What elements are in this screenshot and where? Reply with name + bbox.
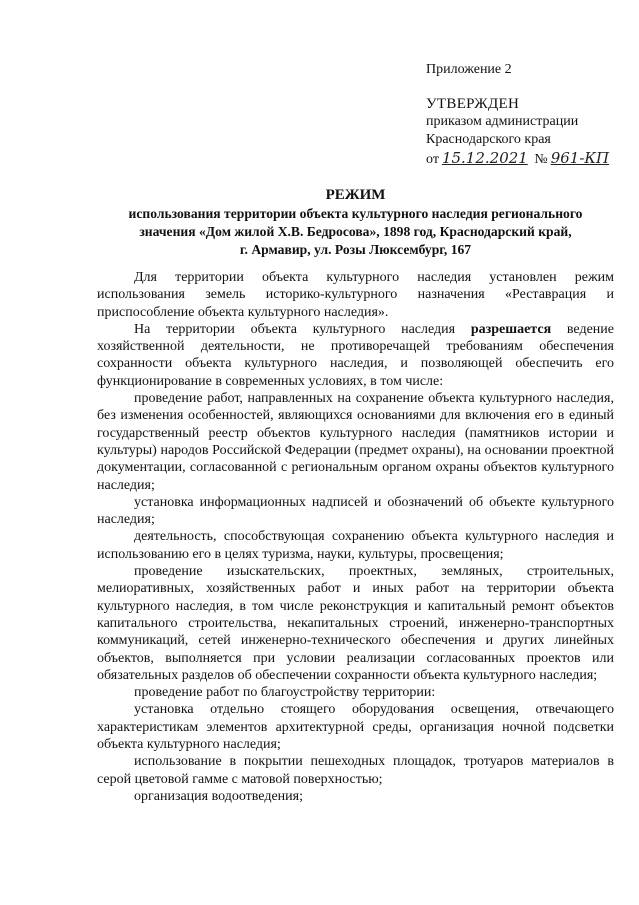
- date-prefix: от: [426, 152, 439, 167]
- approval-line-2: Краснодарского края: [426, 132, 551, 147]
- handwritten-date: 15.12.2021: [441, 149, 528, 167]
- paragraph-5: деятельность, способствующая сохранению объекта культурного наследия и использованию его в целях туризма, науки, культуры, просвещения;: [97, 529, 614, 562]
- number-label: №: [534, 152, 548, 167]
- approval-heading: УТВЕРЖДЕН: [426, 96, 520, 112]
- paragraph-6: проведение изыскательских, проектных, земляных, строительных, мелиоративных, хозяйственных работ и иных работ на территории объекта культурного наследия, в том числе реконструкция и капитальный ремонт объектов капитального строительства, некапитальных строений, инженерно-транспортных коммуникаций, сетей инженерно-технического обеспечения и других линейных объектов, выполняется при условии реализации согласованных проектов или обязательных разделов об обеспечении сохранности объекта культурного наследия;: [97, 564, 614, 683]
- paragraph-2-start: На территории объекта культурного наследия: [134, 321, 471, 337]
- approval-date-line: [426, 149, 612, 169]
- approval-block: [426, 95, 612, 169]
- subtitle-line-1: использования территории объекта культурного наследия регионального: [128, 206, 583, 221]
- appendix-label: Приложение 2: [426, 62, 512, 77]
- paragraph-2-end: ведение хозяйственной деятельности, не противоречащей требованиям обеспечения сохранности объекта культурного наследия, и позволяющей обеспечить его функционирование в современных условиях, в том числе:: [97, 321, 614, 389]
- paragraph-8: установка отдельно стоящего оборудования освещения, отвечающего характеристикам элементов архитектурной среды, организация ночной подсветки объекта культурного наследия;: [97, 702, 614, 753]
- handwritten-number: 961-КП: [550, 149, 610, 167]
- document-subtitle: [97, 205, 614, 259]
- document-body: [97, 269, 614, 805]
- permitted-keyword: разрешается: [470, 321, 552, 337]
- document-title: РЕЖИМ: [325, 187, 386, 203]
- subtitle-line-3: г. Армавир, ул. Розы Люксембург, 167: [239, 242, 472, 257]
- paragraph-2: [97, 321, 614, 390]
- subtitle-line-2: значения «Дом жилой Х.В. Бедросова», 1898 год, Краснодарский край,: [139, 224, 572, 239]
- paragraph-9: использование в покрытии пешеходных площадок, тротуаров материалов в серой цветовой гамме с матовой поверхностью;: [97, 754, 614, 787]
- approval-line-1: приказом администрации: [426, 114, 579, 129]
- paragraph-1: Для территории объекта культурного наследия установлен режим использования земель историко-культурного назначения «Реставрация и приспособление объекта культурного наследия».: [97, 270, 614, 320]
- paragraph-7: проведение работ по благоустройству территории:: [134, 685, 436, 701]
- paragraph-3: проведение работ, направленных на сохранение объекта культурного наследия, без изменения особенностей, являющихся основаниями для включения его в единый государственный реестр объектов культурного наследия (памятников истории и культуры) народов Российской Федерации (предмет охраны), на основании проектной документации, согласованной с региональным органом охраны объектов культурного наследия;: [97, 391, 614, 493]
- paragraph-4: установка информационных надписей и обозначений об объекте культурного наследия;: [97, 494, 614, 528]
- paragraph-10: организация водоотведения;: [134, 788, 303, 804]
